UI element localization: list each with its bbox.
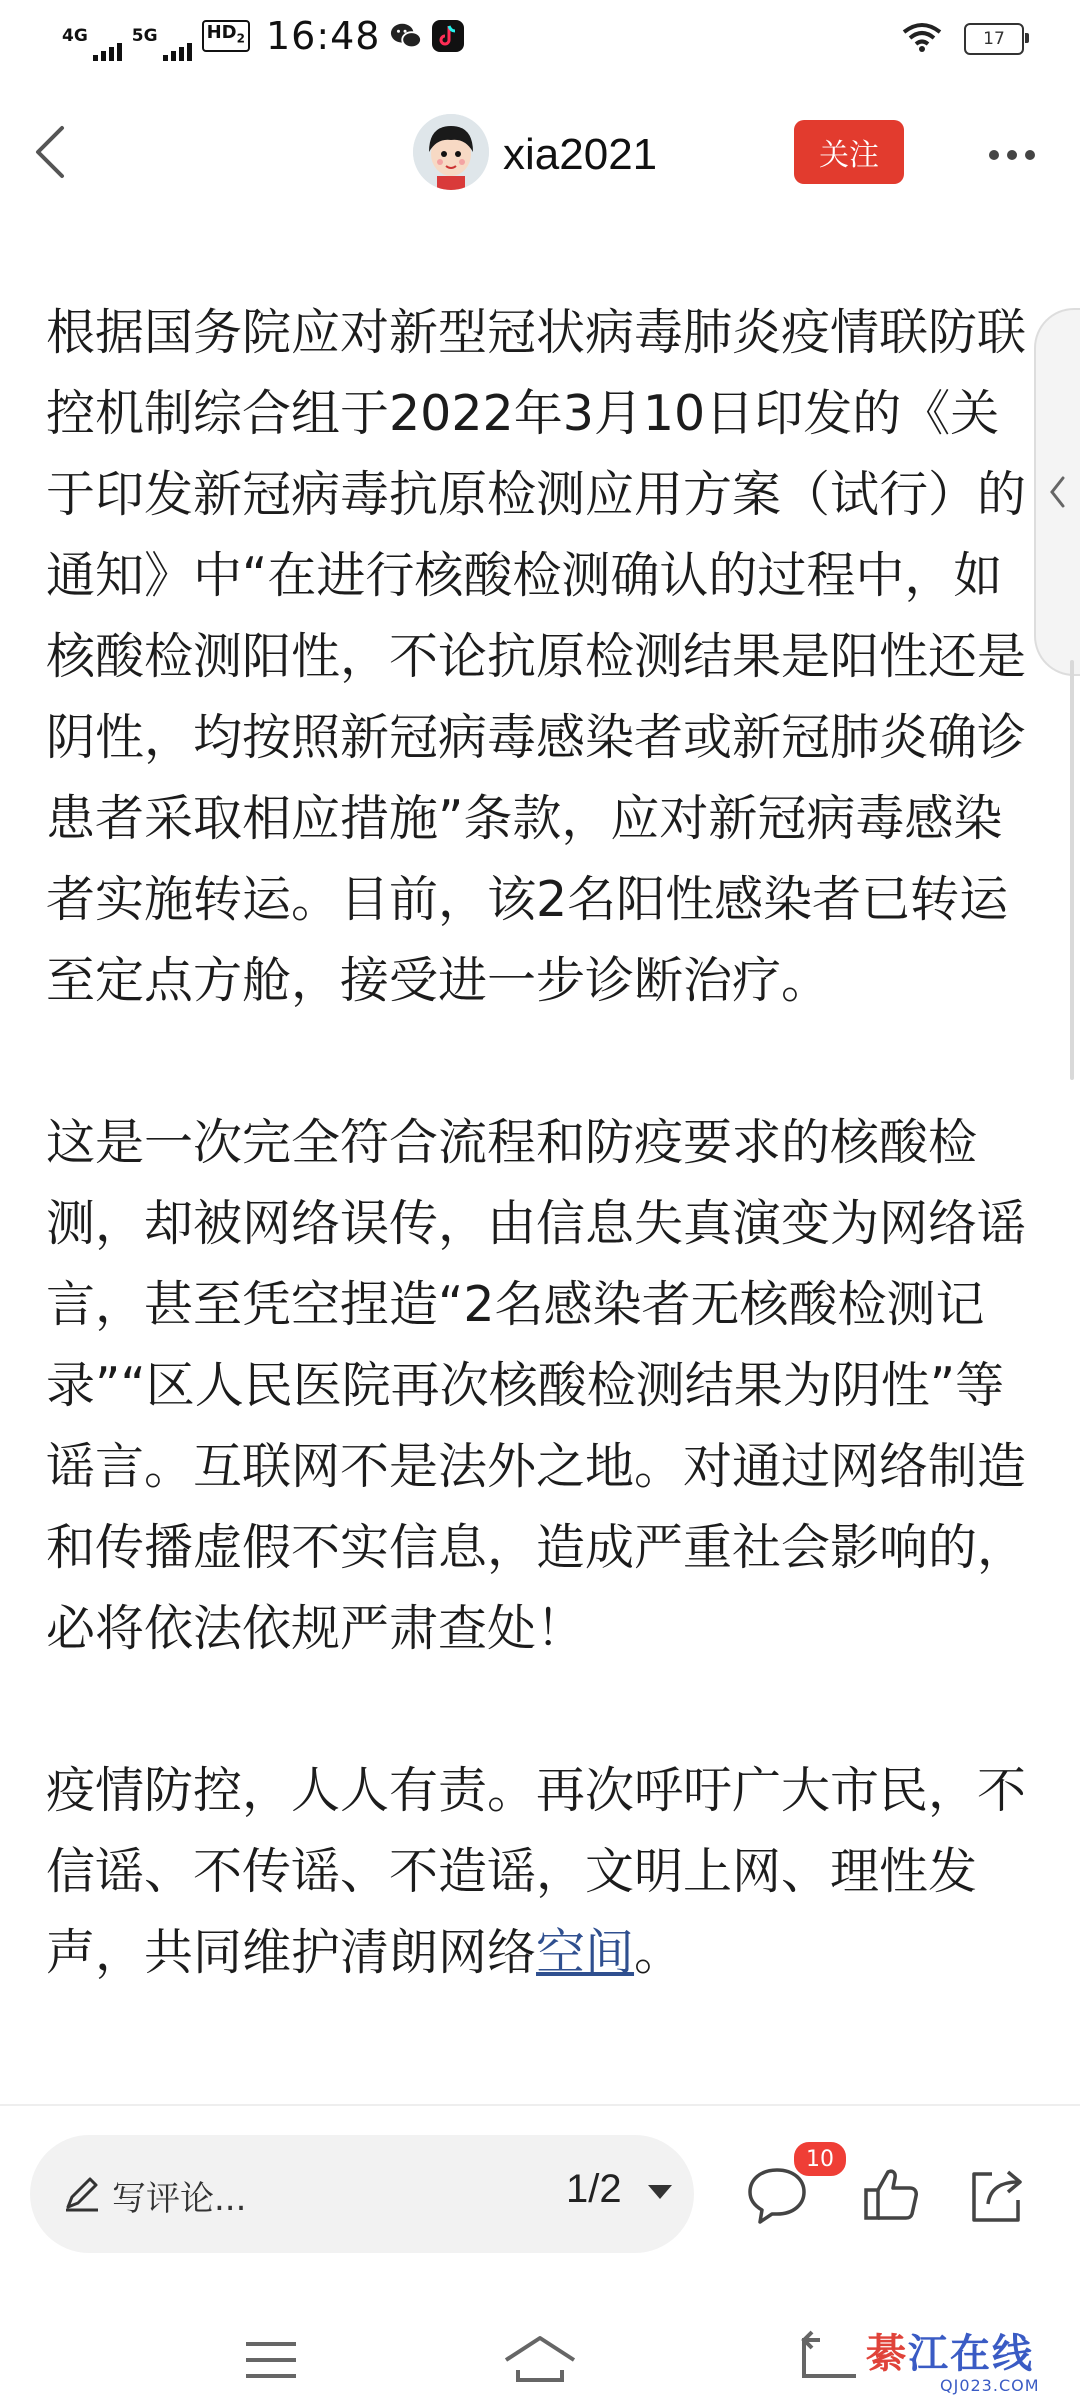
follow-button[interactable]: 关注 [794,120,904,184]
comment-placeholder[interactable]: 写评论... [112,2179,247,2219]
paragraph-end: 。 [634,1924,684,1981]
article-body [46,292,1026,1993]
wifi-icon [902,22,942,56]
signal-5g [131,25,192,46]
watermark-blue-text: 江在线 [908,2331,1034,2377]
return-icon [790,2330,870,2390]
signal-bars-icon [93,43,122,61]
inline-link[interactable]: 空间 [536,1924,635,1981]
hd-sub-label: 2 [236,31,245,46]
more-options-button[interactable] [977,130,1047,180]
battery-level: 17 [983,29,1005,49]
home-icon [500,2330,580,2390]
back-button[interactable] [24,122,84,182]
tiktok-icon [432,20,464,52]
wechat-icon [390,20,422,52]
article-header [0,100,1080,210]
menu-icon [232,2330,312,2390]
avatar-cartoon-icon [413,114,489,190]
article-paragraph: 根据国务院应对新型冠状病毒肺炎疫情联防联控机制综合组于2022年3月10日印发的《关于印发新冠病毒抗原检测应用方案（试行）的通知》中“在进行核酸检测确认的过程中，如核酸检测阳性，不论抗原检测结果是阳性还是阴性，均按照新冠病毒感染者或新冠肺炎确诊患者采取相应措施”条款，应对新冠病毒感染者实施转运。目前，该2名阳性感染者已转运至定点方舱，接受进一步诊断治疗。 [46,304,1027,1009]
clock: 16:48 [265,14,381,58]
back-nav-button[interactable] [790,2330,870,2390]
share-icon [962,2160,1032,2230]
page-indicator[interactable]: 1/2 [566,2167,622,2211]
toolbar-divider [0,2104,1080,2106]
network-type-label: 4G [62,25,88,46]
article-paragraph: 这是一次完全符合流程和防疫要求的核酸检测，却被网络误传，由信息失真演变为网络谣言，甚至凭空捏造“2名感染者无核酸检测记录”“区人民医院再次核酸检测结果为阴性”等谣言。互联网不是法外之地。对通过网络制造和传播虚假不实信息，造成严重社会影响的，必将依法依规严肃查处！ [46,1114,1027,1657]
dot-icon [989,150,999,160]
dot-icon [1007,150,1017,160]
signal-4g [62,25,122,46]
comment-input[interactable] [30,2135,694,2253]
home-nav-button[interactable] [500,2330,580,2390]
side-panel-handle[interactable] [1034,308,1080,676]
status-bar [0,0,1080,80]
pen-icon [62,2173,102,2213]
like-button[interactable] [856,2160,926,2230]
status-left [62,14,464,58]
article-paragraph-last [46,1750,1026,1993]
caret-down-icon[interactable] [648,2185,672,2199]
menu-nav-button[interactable] [232,2330,312,2390]
site-watermark [866,2322,1034,2379]
paragraph-text: 疫情防控，人人有责。再次呼吁广大市民，不信谣、不传谣、不造谣，文明上网、理性发声，共同维护清朗网络 [46,1762,1027,1981]
status-right [902,22,1024,56]
chevron-left-icon [24,122,84,182]
chevron-left-icon [1048,474,1068,510]
share-button[interactable] [962,2160,1032,2230]
scrollbar[interactable] [1070,660,1074,1080]
hd-voice-icon [202,20,250,52]
dot-icon [1025,150,1035,160]
thumbs-up-icon [856,2160,926,2230]
battery-icon [964,23,1024,55]
watermark-domain: QJ023.COM [940,2376,1040,2395]
comment-count-badge: 10 [792,2140,848,2178]
signal-bars-icon [163,43,192,61]
author-avatar[interactable] [413,114,489,190]
hd-label: HD [206,22,237,44]
network-type-label: 5G [131,25,158,46]
author-username[interactable]: xia2021 [503,130,658,179]
watermark-red-text: 綦 [866,2331,908,2377]
